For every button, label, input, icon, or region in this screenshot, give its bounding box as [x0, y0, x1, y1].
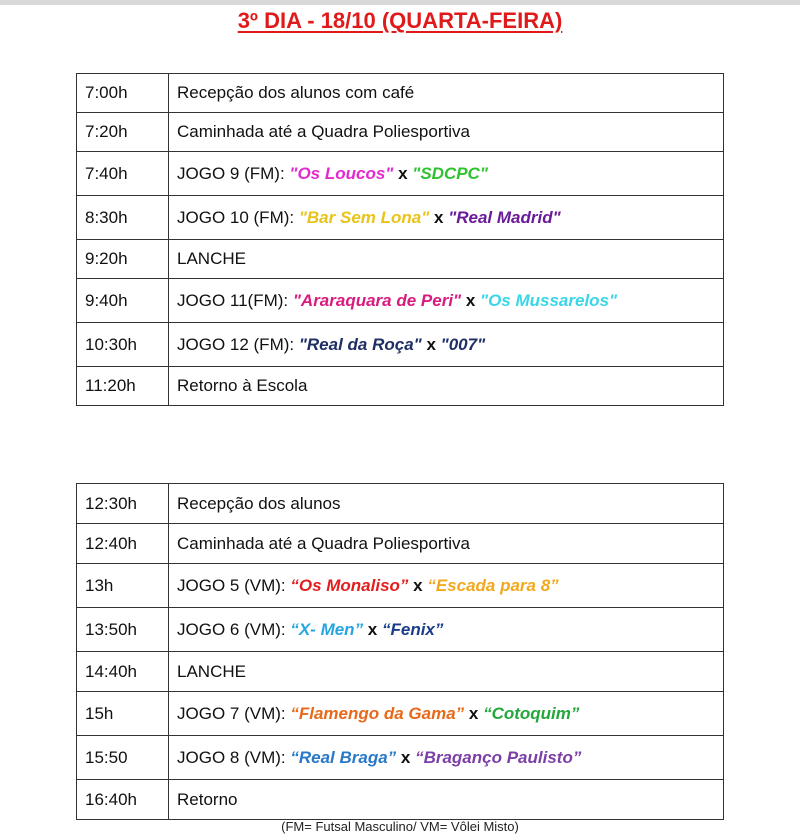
activity-cell [169, 196, 724, 240]
time-cell: 15:50 [77, 736, 169, 780]
time-cell: 15h [77, 692, 169, 736]
team-name: "007" [440, 334, 486, 354]
table-row [77, 692, 724, 736]
versus-separator: x [396, 747, 416, 767]
table-row [77, 367, 724, 406]
team-name: "SDCPC" [412, 163, 488, 183]
game-label: JOGO 8 (VM): [177, 747, 291, 767]
time-cell: 13h [77, 564, 169, 608]
activity-cell: Caminhada até a Quadra Poliesportiva [169, 113, 724, 152]
activity-cell: Recepção dos alunos com café [169, 74, 724, 113]
team-name: “Fenix” [381, 619, 444, 639]
table-row [77, 196, 724, 240]
time-cell: 7:40h [77, 152, 169, 196]
team-name: "Araraquara de Peri" [292, 290, 462, 310]
team-name: “Cotoquim” [483, 703, 580, 723]
table-row [77, 780, 724, 820]
activity-cell [169, 608, 724, 652]
table-row [77, 484, 724, 524]
activity-cell [169, 323, 724, 367]
activity-cell: LANCHE [169, 240, 724, 279]
time-cell: 11:20h [77, 367, 169, 406]
time-cell: 7:20h [77, 113, 169, 152]
game-label: JOGO 5 (VM): [177, 575, 291, 595]
table-row [77, 74, 724, 113]
table-row [77, 608, 724, 652]
table-row [77, 736, 724, 780]
table-row [77, 564, 724, 608]
top-border [0, 0, 800, 5]
team-name: "Os Mussarelos" [480, 290, 618, 310]
team-name: “Escada para 8” [427, 575, 559, 595]
table-row [77, 113, 724, 152]
time-cell: 14:40h [77, 652, 169, 692]
versus-separator: x [429, 207, 449, 227]
activity-cell: Retorno [169, 780, 724, 820]
afternoon-schedule-table [76, 483, 724, 820]
table-row [77, 240, 724, 279]
team-name: “X- Men” [290, 619, 364, 639]
team-name: "Real da Roça" [298, 334, 422, 354]
table-row [77, 323, 724, 367]
table-row [77, 152, 724, 196]
time-cell: 12:40h [77, 524, 169, 564]
versus-separator: x [408, 575, 428, 595]
game-label: JOGO 7 (VM): [177, 703, 291, 723]
activity-cell: Caminhada até a Quadra Poliesportiva [169, 524, 724, 564]
activity-cell: Recepção dos alunos [169, 484, 724, 524]
versus-separator: x [464, 703, 484, 723]
time-cell: 8:30h [77, 196, 169, 240]
activity-cell [169, 692, 724, 736]
activity-cell [169, 736, 724, 780]
team-name: "Bar Sem Lona" [298, 207, 430, 227]
team-name: “Flamengo da Gama” [290, 703, 465, 723]
morning-schedule-table [76, 73, 724, 406]
legend-footnote: (FM= Futsal Masculino/ VM= Vôlei Misto) [281, 819, 519, 834]
team-name: “Real Braga” [290, 747, 397, 767]
team-name: “Braganço Paulisto” [415, 747, 582, 767]
activity-cell: Retorno à Escola [169, 367, 724, 406]
versus-separator: x [461, 290, 481, 310]
page-title: 3º DIA - 18/10 (QUARTA-FEIRA) [237, 8, 563, 33]
time-cell: 13:50h [77, 608, 169, 652]
team-name: "Real Madrid" [448, 207, 561, 227]
versus-separator: x [393, 163, 413, 183]
activity-cell [169, 152, 724, 196]
game-label: JOGO 11(FM): [177, 290, 293, 310]
game-label: JOGO 12 (FM): [177, 334, 299, 354]
time-cell: 10:30h [77, 323, 169, 367]
game-label: JOGO 6 (VM): [177, 619, 291, 639]
time-cell: 9:40h [77, 279, 169, 323]
game-label: JOGO 10 (FM): [177, 207, 299, 227]
time-cell: 9:20h [77, 240, 169, 279]
activity-cell [169, 279, 724, 323]
activity-cell [169, 564, 724, 608]
activity-cell: LANCHE [169, 652, 724, 692]
table-row [77, 652, 724, 692]
team-name: "Os Loucos" [289, 163, 394, 183]
time-cell: 12:30h [77, 484, 169, 524]
game-label: JOGO 9 (FM): [177, 163, 290, 183]
time-cell: 16:40h [77, 780, 169, 820]
time-cell: 7:00h [77, 74, 169, 113]
versus-separator: x [421, 334, 441, 354]
table-row [77, 524, 724, 564]
team-name: “Os Monaliso” [290, 575, 409, 595]
table-row [77, 279, 724, 323]
versus-separator: x [363, 619, 382, 639]
